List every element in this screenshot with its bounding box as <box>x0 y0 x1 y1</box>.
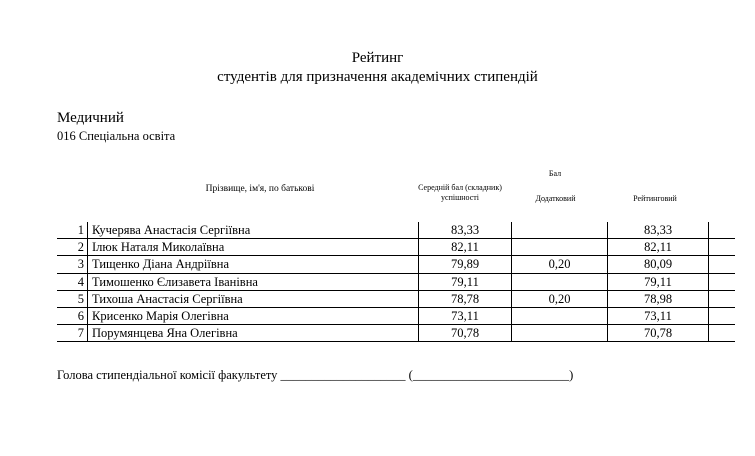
rating-score: 80,09 <box>608 256 709 273</box>
student-name: Тимошенко Єлизавета Іванівна <box>88 273 419 290</box>
extra-score <box>512 325 608 342</box>
rating-score: 79,11 <box>608 273 709 290</box>
rating-score: 83,33 <box>608 222 709 239</box>
table-row <box>57 273 735 290</box>
faculty-name: Медичний <box>57 110 124 126</box>
row-number: 1 <box>57 222 88 239</box>
average-score: 79,11 <box>419 273 512 290</box>
average-score: 78,78 <box>419 290 512 307</box>
row-number: 5 <box>57 290 88 307</box>
average-score: 82,11 <box>419 239 512 256</box>
student-name: Тихоша Анастасія Сергіївна <box>88 290 419 307</box>
row-tail <box>709 325 736 342</box>
table-row <box>57 290 735 307</box>
extra-score <box>512 307 608 324</box>
extra-score: 0,20 <box>512 256 608 273</box>
extra-score <box>512 273 608 290</box>
student-name: Тищенко Діана Андріївна <box>88 256 419 273</box>
header-extra: Додатковий <box>535 194 576 203</box>
average-score: 83,33 <box>419 222 512 239</box>
signature-line: Голова стипендіальної комісії факультету ____________________ (_________________________) <box>57 368 574 382</box>
specialty-name: 016 Спеціальна освіта <box>57 129 176 143</box>
row-number: 4 <box>57 273 88 290</box>
header-bal: Бал <box>548 169 562 178</box>
row-tail <box>709 239 736 256</box>
row-tail <box>709 256 736 273</box>
row-tail <box>709 222 736 239</box>
average-score: 70,78 <box>419 325 512 342</box>
table-row <box>57 239 735 256</box>
header-name: Прізвище, ім'я, по батькові <box>205 184 315 194</box>
document-title: Рейтинг <box>351 50 404 66</box>
extra-score <box>512 222 608 239</box>
extra-score: 0,20 <box>512 290 608 307</box>
table-row <box>57 256 735 273</box>
header-rating: Рейтинговий <box>633 194 677 203</box>
rating-score: 78,98 <box>608 290 709 307</box>
table-row <box>57 222 735 239</box>
row-tail <box>709 307 736 324</box>
document-subtitle: студентів для призначення академічних стипендій <box>217 69 538 85</box>
student-name: Кучерява Анастасія Сергіївна <box>88 222 419 239</box>
table-row <box>57 325 735 342</box>
rating-score: 82,11 <box>608 239 709 256</box>
student-name: Крисенко Марія Олегівна <box>88 307 419 324</box>
header-average: Середній бал (складник) успішності <box>418 183 502 202</box>
rating-score: 73,11 <box>608 307 709 324</box>
row-number: 2 <box>57 239 88 256</box>
student-name: Порумянцева Яна Олегівна <box>88 325 419 342</box>
row-number: 6 <box>57 307 88 324</box>
rating-score: 70,78 <box>608 325 709 342</box>
row-tail <box>709 290 736 307</box>
row-number: 7 <box>57 325 88 342</box>
student-name: Ілюк Наталя Миколаївна <box>88 239 419 256</box>
row-tail <box>709 273 736 290</box>
rating-table <box>57 222 735 342</box>
average-score: 79,89 <box>419 256 512 273</box>
table-row <box>57 307 735 324</box>
extra-score <box>512 239 608 256</box>
average-score: 73,11 <box>419 307 512 324</box>
row-number: 3 <box>57 256 88 273</box>
